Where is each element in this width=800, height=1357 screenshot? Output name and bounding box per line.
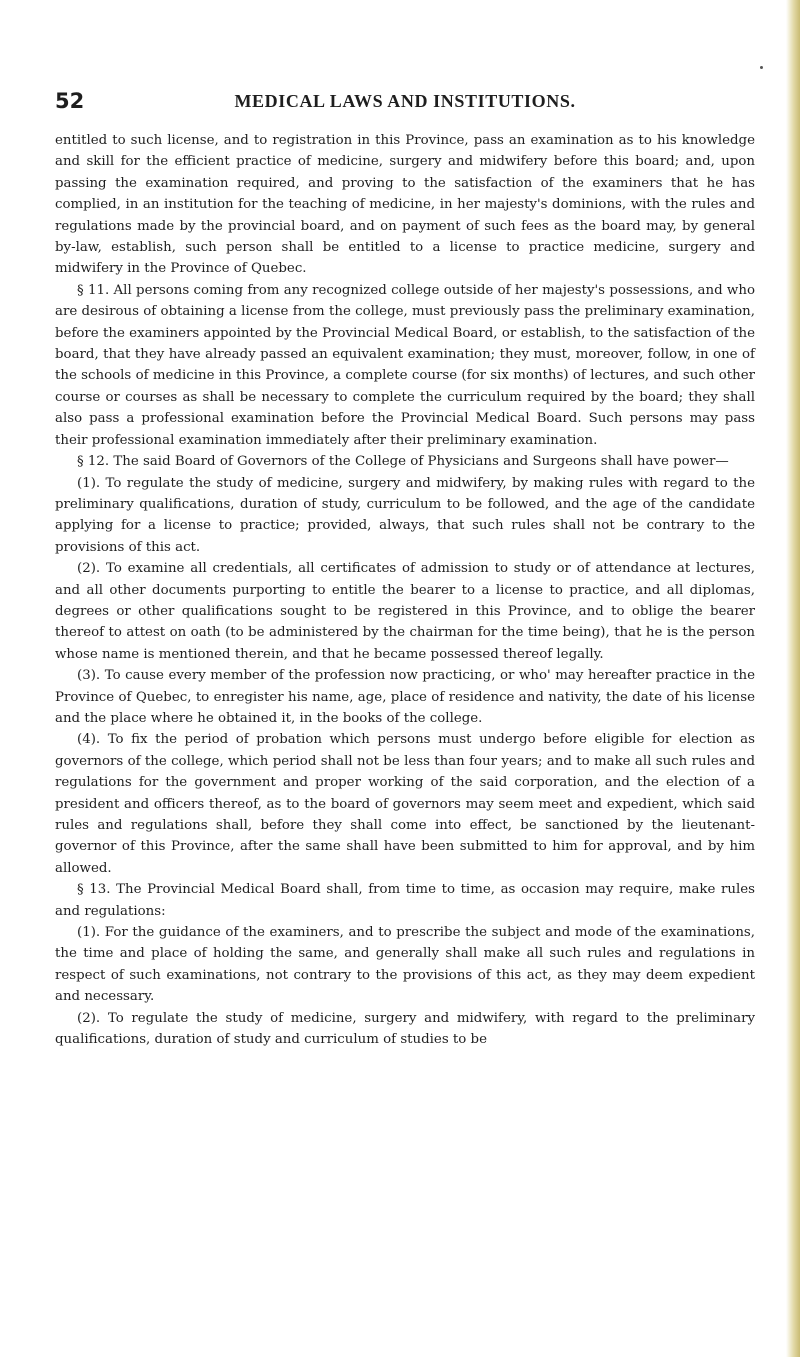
page-edge-shadow [786,0,800,1357]
section-12-item-2: (2). To examine all credentials, all certificates of admission to study or of attendance at lectures, and all other documents purporting to entitle the bearer to a license to practice, and all diplomas, degrees or other qualifications sought to be registered in this Province, and to oblige the bearer thereof to attest on oath (to be administered by the chairman for the time being), that he is the person whose name is mentioned therein, and that he became possessed thereof legally. [55,561,755,662]
section-12: § 12. The said Board of Governors of the College of Physicians and Surgeons shall have power— [77,454,729,470]
scan-speck [760,66,763,69]
page-header [55,89,755,115]
paragraph-continued: entitled to such license, and to registration in this Province, pass an examination as to his knowledge and skill for the efficient practice of medicine, surgery and midwifery before this board; and, upon passing the examination required, and proving to the satisfaction of the examiners that he has complied, in an institution for the teaching of medicine, in her majesty's dominions, with the rules and regulations made by the provincial board, and on payment of such fees as the board may, by general by-law, establish, such person shall be entitled to a license to practice medicine, surgery and midwifery in the Province of Quebec. [55,133,755,277]
section-13: § 13. The Provincial Medical Board shall, from time to time, as occasion may require, make rules and regulations: [55,882,755,919]
running-title: MEDICAL LAWS AND INSTITUTIONS. [234,91,576,111]
section-12-item-1: (1). To regulate the study of medicine, surgery and midwifery, by making rules with regard to the preliminary qualifications, duration of study, curriculum to be followed, and the age of the candidate applying for a license to practice; provided, always, that such rules shall not be contrary to the provisions of this act. [55,475,755,555]
section-13-item-2: (2). To regulate the study of medicine, surgery and midwifery, with regard to the preliminary qualifications, duration of study and curriculum of studies to be [55,1010,755,1048]
section-12-item-4: (4). To fix the period of probation which persons must undergo before eligible for election as governors of the college, which period shall not be less than four years; and to make all such rules and regulations for the government and proper working of the said corporation, and the election of a president and officers thereof, as to the board of governors may seem meet and expedient, which said rules and regulations shall, before they shall come into effect, be sanctioned by the lieutenant-governor of this Province, after the same shall have been submitted to him for approval, and by him allowed. [55,732,755,876]
body-text [55,130,755,1050]
section-13-item-1: (1). For the guidance of the examiners, and to prescribe the subject and mode of the examinations, the time and place of holding the same, and generally shall make all such rules and regulations in respect of such examinations, not contrary to the provisions of this act, as they may deem expedient and necessary. [55,925,755,1005]
section-12-item-3: (3). To cause every member of the profession now practicing, or who' may hereafter practice in the Province of Quebec, to enregister his name, age, place of residence and nativity, the date of his license and the place where he obtained it, in the books of the college. [55,668,755,726]
page-number: 52 [55,89,85,113]
section-11: § 11. All persons coming from any recognized college outside of her majesty's possessions, and who are desirous of obtaining a license from the college, must previously pass the preliminary examination, before the examiners appointed by the Provincial Medical Board, or establish, to the satisfaction of the board, that they have already passed an equivalent examination; they must, moreover, follow, in one of the schools of medicine in this Province, a complete course (for six months) of lectures, and such other course or courses as shall be necessary to complete the curriculum required by the board; they shall also pass a professional examination before the Provincial Medical Board. Such persons may pass their professional examination immediately after their preliminary examination. [55,282,755,448]
